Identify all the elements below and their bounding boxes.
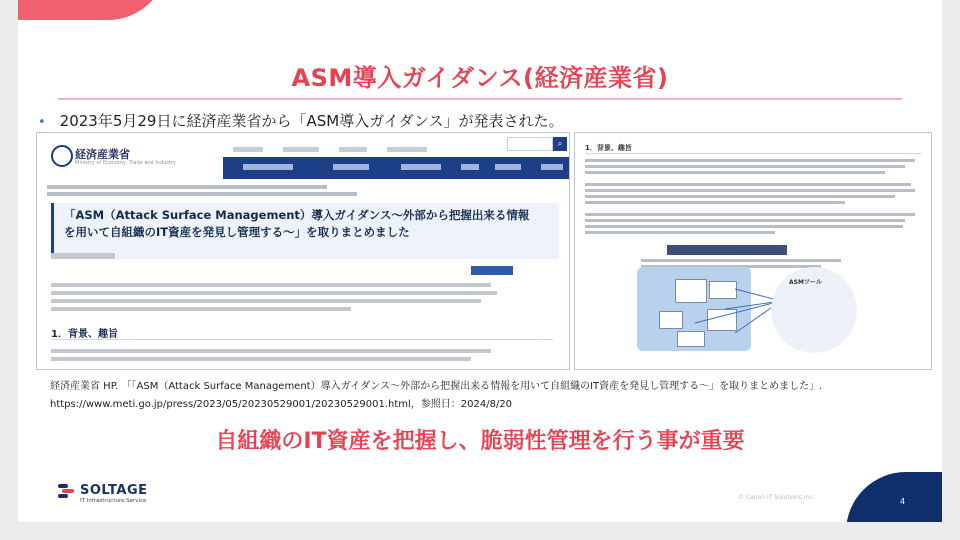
page-number: 4 [900,497,906,506]
copyright-notice: © Canon IT Solutions Inc. [738,494,815,501]
asm-tool-label: ASMツール [789,279,822,286]
source-citation-url: https://www.meti.go.jp/press/2023/05/20230529001/20230529001.html，参照日：2024/8/20 [50,399,513,410]
bullet-item [38,110,563,131]
title-divider [58,98,902,100]
source-citation-line1: 経済産業省 HP. 「「ASM（Attack Surface Management）導入ガイダンス〜外部から把握出来る情報を用いて自組織のIT資産を発見し管理する〜」を取りまとめました」. [50,381,823,392]
guidance-document-screenshot [574,132,932,370]
meti-logo-text: 経済産業省 [75,148,130,161]
meti-section-heading: 1．背景、趣旨 [51,325,553,340]
meti-search-input [507,137,553,151]
meti-utility-links [233,139,533,147]
guidance-heading: 1．背景、趣旨 [585,143,921,154]
meti-headline-line2: を用いて自組織のIT資産を発見し管理する〜」を取りまとめました [64,225,410,239]
meti-press-screenshot [36,132,570,370]
meti-share-button [471,266,513,275]
brand-name: SOLTAGE [80,483,148,498]
soltage-logo-icon [58,484,74,498]
meti-global-nav [223,157,569,179]
corner-decoration-top-left [18,0,168,20]
meti-headline-line1: 「ASM（Attack Surface Management）導入ガイダンス〜外部から把握出来る情報 [64,208,530,222]
meti-press-headline [51,203,559,259]
bullet-dot-icon: • [38,115,46,130]
meti-body-text [51,283,497,315]
scan-arrows [575,133,931,369]
meti-logo-subtext: Ministry of Economy, Trade and Industry [75,160,176,166]
corner-decoration-bottom-right [846,472,942,522]
source-citation [50,378,822,414]
meti-section-body [51,349,497,365]
meti-logo-icon [51,145,73,167]
brand-tagline: IT Infrastructure Service [80,498,147,504]
slide-title: ASM導入ガイダンス(経済産業省) [291,64,669,92]
meti-breadcrumb [47,185,377,197]
meti-publish-date [51,253,115,259]
slide [18,0,942,522]
key-message: 自組織のIT資産を把握し、脆弱性管理を行う事が重要 [215,429,745,454]
search-icon: ⌕ [553,137,567,151]
bullet-text: 2023年5月29日に経済産業省から「ASM導入ガイダンス」が発表された。 [59,112,564,130]
